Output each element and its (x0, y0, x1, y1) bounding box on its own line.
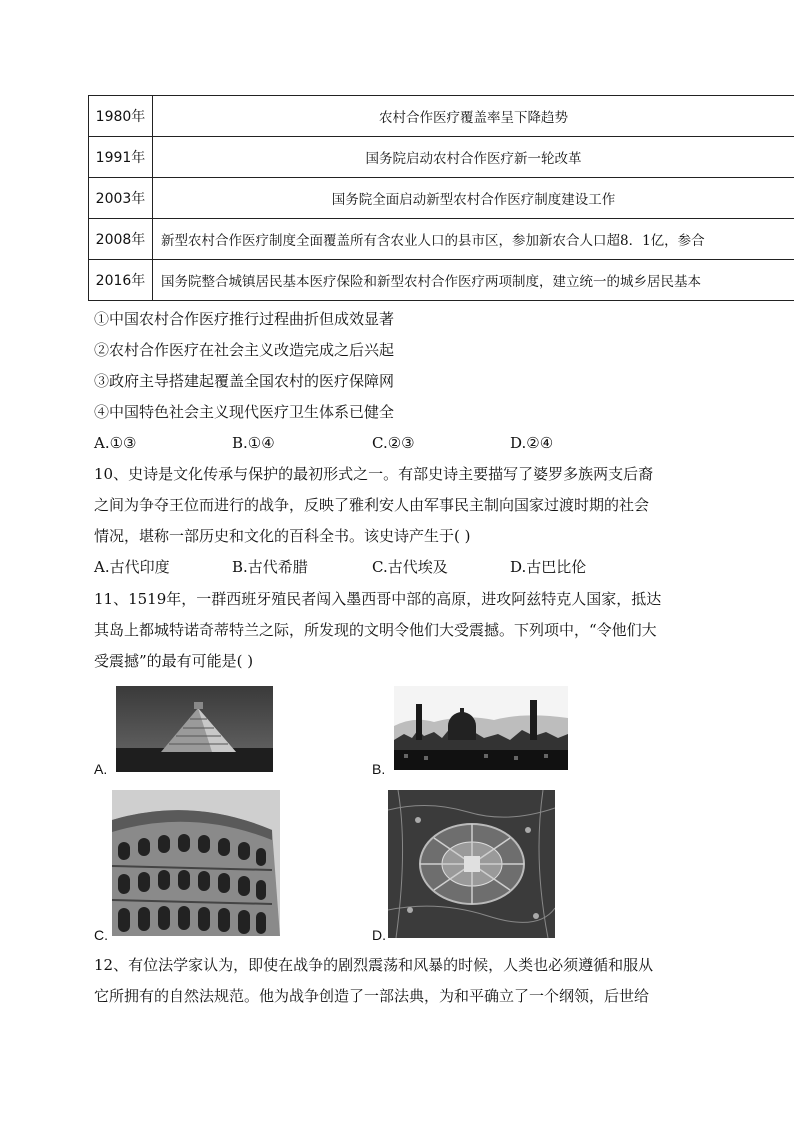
year-cell: 2003年 (89, 178, 153, 219)
year-cell: 1980年 (89, 96, 153, 137)
event-cell: 国务院整合城镇居民基本医疗保险和新型农村合作医疗两项制度，建立统一的城乡居民基本 (153, 260, 794, 301)
pyramid-photo-icon[interactable] (116, 686, 273, 772)
old-city-map-icon[interactable] (388, 790, 555, 938)
table-row (89, 96, 794, 137)
history-table (88, 95, 794, 301)
year-cell: 1991年 (89, 137, 153, 178)
q9-option-b[interactable]: B.①④ (232, 434, 275, 452)
statement-1: ①中国农村合作医疗推行过程曲折但成效显著 (94, 310, 395, 328)
table-row (89, 178, 794, 219)
year-cell: 2008年 (89, 219, 153, 260)
q9-option-c[interactable]: C.②③ (372, 434, 415, 452)
statement-2: ②农村合作医疗在社会主义改造完成之后兴起 (94, 341, 395, 359)
table-row (89, 260, 794, 301)
q11-line-3: 受震撼”的最有可能是( ) (94, 652, 254, 670)
table-row (89, 137, 794, 178)
q10-line-2: 之间为争夺王位而进行的战争，反映了雅利安人由军事民主制向国家过渡时期的社会 (94, 496, 650, 514)
q10-option-b[interactable]: B.古代希腊 (232, 558, 308, 576)
q10-option-d[interactable]: D.古巴比伦 (510, 558, 587, 576)
year-cell: 2016年 (89, 260, 153, 301)
image-c-label: C. (94, 927, 108, 943)
q12-line-1: 12、有位法学家认为，即使在战争的剧烈震荡和风暴的时候，人类也必须遵循和服从 (94, 956, 654, 974)
q10-line-1: 10、史诗是文化传承与保护的最初形式之一。有部史诗主要描写了婆罗多族两支后裔 (94, 465, 654, 483)
event-cell: 国务院启动农村合作医疗新一轮改革 (153, 137, 794, 178)
q11-line-2: 其岛上都城特诺奇蒂特兰之际，所发现的文明令他们大受震撼。下列项中，“令他们大 (94, 621, 657, 639)
event-cell: 新型农村合作医疗制度全面覆盖所有含农业人口的县市区，参加新农合人口超8．1亿，参合 (153, 219, 794, 260)
city-skyline-photo-icon[interactable] (394, 686, 568, 770)
q10-option-a[interactable]: A.古代印度 (94, 558, 170, 576)
statement-3: ③政府主导搭建起覆盖全国农村的医疗保障网 (94, 372, 395, 390)
statement-4: ④中国特色社会主义现代医疗卫生体系已健全 (94, 403, 395, 421)
image-a-label: A. (94, 761, 108, 777)
image-d-label: D. (372, 927, 386, 943)
table-row (89, 219, 794, 260)
q10-option-c[interactable]: C.古代埃及 (372, 558, 448, 576)
image-b-label: B. (372, 761, 386, 777)
q12-line-2: 它所拥有的自然法规范。他为战争创造了一部法典，为和平确立了一个纲领，后世给 (94, 987, 650, 1005)
event-cell: 国务院全面启动新型农村合作医疗制度建设工作 (153, 178, 794, 219)
colosseum-photo-icon[interactable] (112, 790, 280, 936)
q11-line-1: 11、1519年，一群西班牙殖民者闯入墨西哥中部的高原，进攻阿兹特克人国家，抵达 (94, 590, 662, 608)
q10-line-3: 情况，堪称一部历史和文化的百科全书。该史诗产生于( ) (94, 527, 471, 545)
q9-option-d[interactable]: D.②④ (510, 434, 554, 452)
q9-option-a[interactable]: A.①③ (94, 434, 137, 452)
event-cell: 农村合作医疗覆盖率呈下降趋势 (153, 96, 794, 137)
